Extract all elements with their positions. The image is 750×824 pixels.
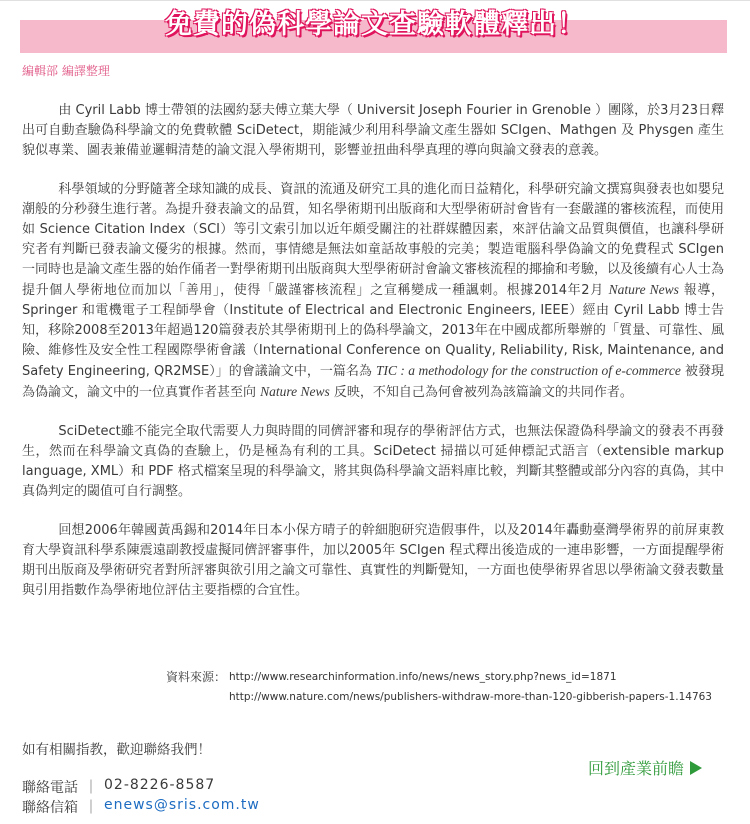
italic-nature-news-1: Nature News (608, 282, 679, 297)
triangle-right-icon[interactable] (690, 761, 702, 775)
paragraph-3: SciDetect雖不能完全取代需要人力與時間的同儕評審和現存的學術評估方式，也無法保證偽科學論文的發表不再發生，然而在科學論文真偽的查驗上，仍是極為有利的工具。SciDetect 掃描以可延伸標記式語言（extensible markup language, XML）和 PDF 格式檔案呈現的科學論文，將其與偽科學論文語料庫比較，判斷其整體或部分內容的真偽，其中真偽判定的閾值可自行調整。 (22, 424, 724, 499)
phone-row (22, 777, 215, 797)
italic-paper-title: TIC : a methodology for the construction of e-commerce (376, 363, 681, 378)
sources-block (166, 667, 712, 707)
email-separator: ｜ (84, 800, 98, 816)
top-divider (0, 0, 750, 1)
article-body (22, 101, 724, 620)
paragraph-2-lead: 科學領域的分野隨著全球知識的成長、資訊的流通及研究工具的進化而日益精化，科學研究論文撰寫與發表也如嬰兒潮般的分秒發生進行著。為提升發表論文的品質，知名學術期刊出版商和大型學術研討會皆有一套嚴謹的審核流程，而使用如 Science Citation Index（SCI）等引文索引加以近年頗受關注的社群媒體因素，來評估論文品質與價值，也讓科學研究者有判斷已發表論文優劣的根據。然而，事情總是無法如童話故事般的完美；製造電腦科學偽論文的免費程式 SCIgen 一同時也是論文產生器的始作俑者一對學術期刊出版商與大型學術研討會論文審核流程的揶揄和考驗，以及後續有心人士為提升個人學術地位而加以「善用」，使得「嚴謹審核流程」之宣稱變成一種諷刺。根據2014年2月 (22, 182, 725, 298)
byline: 編輯部 編譯整理 (22, 64, 110, 78)
sources-label-spacer (166, 687, 229, 707)
back-link-label[interactable]: 回到產業前瞻 (588, 759, 685, 778)
phone-number: 02-8226-8587 (104, 777, 216, 793)
page-title: 免費的偽科學論文查驗軟體釋出！ (165, 9, 585, 40)
paragraph-4: 回想2006年韓國黃禹錫和2014年日本小保方晴子的幹細胞研究造假事件，以及2014年轟動臺灣學術界的前屏東教育大學資訊科學系陳震遠副教授虛擬同儕評審事件，加以2005年 SCIgen 程式釋出後造成的一連串影響，一方面提醒學術期刊出版商及學術研究者對所評審與欲引用之論文可靠性、真實性的判斷覺知，一方面也使學術界省思以學術論文發表數量與引用指數作為學術地位評估主要指標的合宜性。 (22, 523, 725, 598)
italic-nature-news-2: Nature News (260, 384, 330, 399)
contact-intro: 如有相關指教，歡迎聯絡我們！ (22, 742, 211, 758)
sources-label: 資料來源： (166, 670, 227, 684)
paragraph-1: 由 Cyril Labb 博士帶領的法國約瑟夫傅立葉大學（ Universit Joseph Fourier in Grenoble ）團隊，於3月23日釋出可自動查驗偽科學論文的免費軟體 SciDetect，期能減少利用科學論文產生器如 SCIgen、Mathgen 及 Physgen 產生貌似專業、圖表兼備並邏輯清楚的論文混入學術期刊，影響並扭曲科學真理的導向與論文發表的意義。 (22, 103, 724, 158)
phone-label: 聯絡電話 (22, 780, 78, 796)
email-link[interactable]: enews@sris.com.tw (104, 797, 260, 813)
paragraph-2-tail-1: 被發現為偽論文，論文中的一位真實作者甚至向 (22, 364, 724, 400)
paragraph-2-mid: 報導，Springer 和電機電子工程師學會（Institute of Electrical and Electronic Engineers, IEEE）經由 Cyril Labb 博士告知，移除2008至2013年超過120篇發表於其學術期刊上的偽科學論文，2013年在中國成都所舉辦的「質量、可靠性、風險、維修性及安全性工程國際學術會議（International Conference on Quality, Reliability, Risk, Maintenance, and Safety Engineering, QR2MSE）」的會議論文中，一篇名為 (22, 283, 724, 379)
email-row (22, 797, 260, 817)
email-label: 聯絡信箱 (22, 800, 78, 816)
source-link-2[interactable]: http://www.nature.com/news/publishers-withdraw-more-than-120-gibberish-papers-1.14763 (229, 691, 712, 703)
source-link-1[interactable]: http://www.researchinformation.info/news/news_story.php?news_id=1871 (229, 671, 617, 683)
paragraph-2-tail-2: 反映，不知自己為何會被列為該篇論文的共同作者。 (329, 385, 633, 400)
back-to-industry-link[interactable] (588, 756, 702, 779)
phone-separator: ｜ (84, 780, 98, 796)
paragraph-2 (22, 180, 724, 403)
